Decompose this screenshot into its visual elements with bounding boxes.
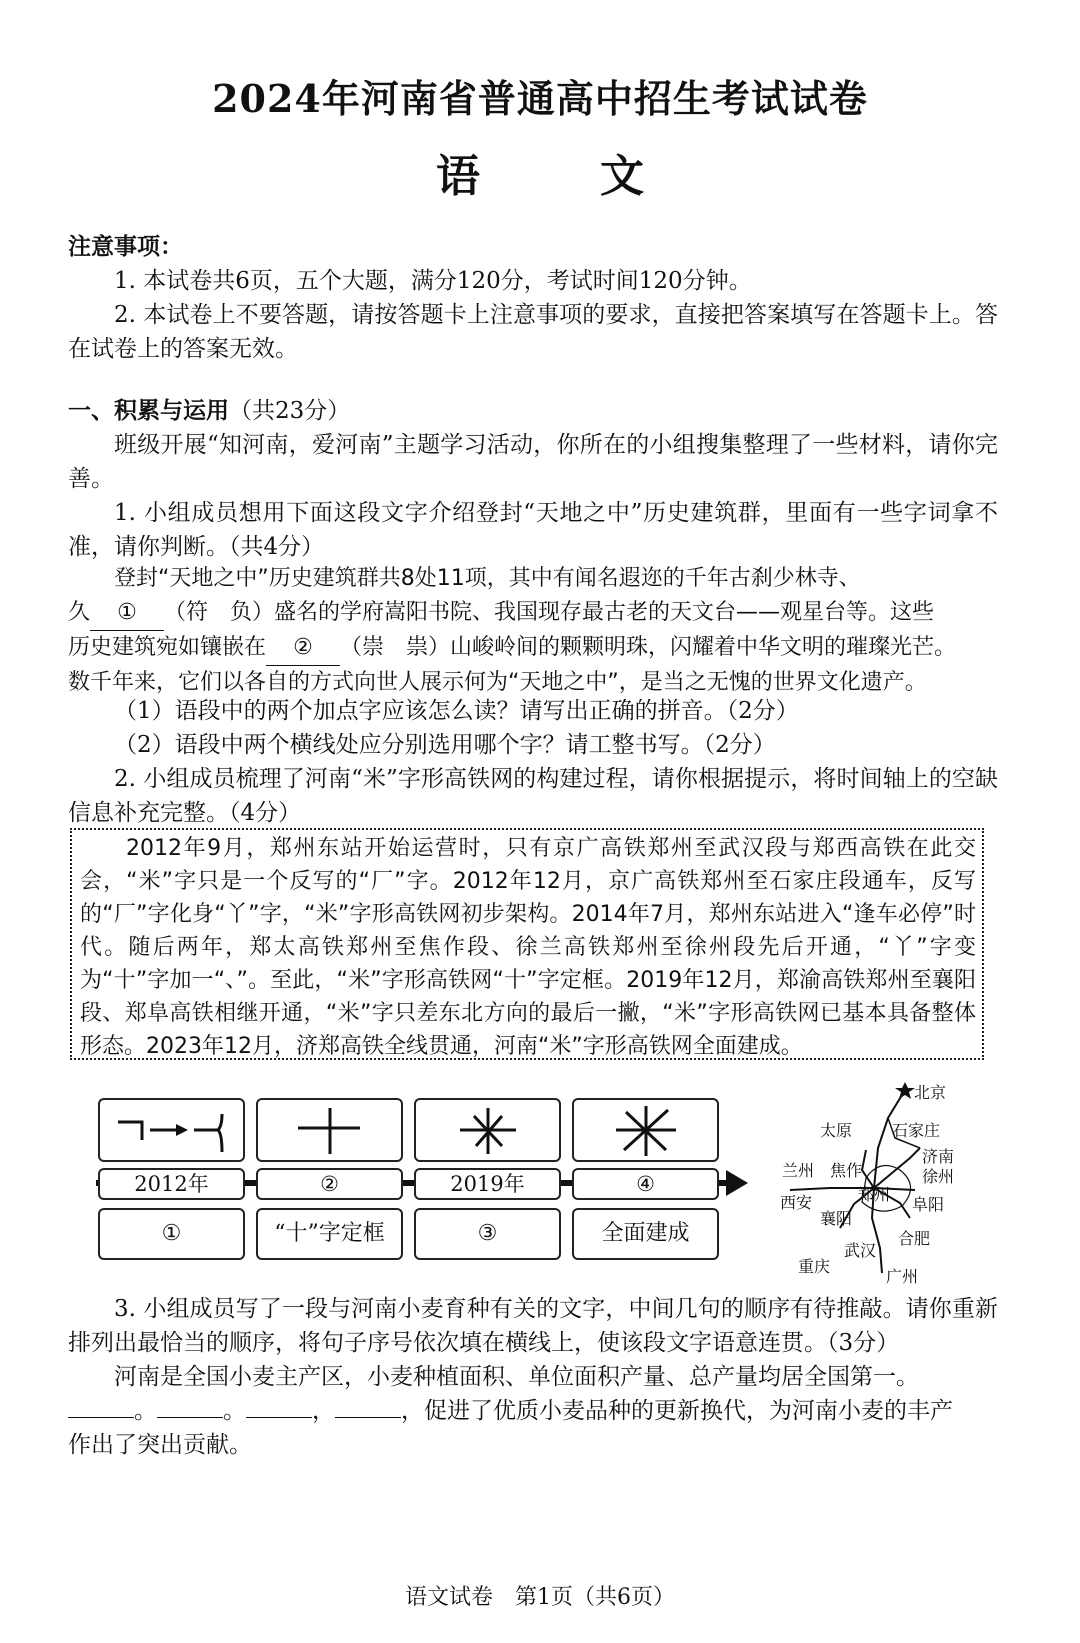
- timeline-icon-1: [98, 1098, 245, 1162]
- q3-line3: 作出了突出贡献。: [68, 1432, 252, 1458]
- timeline-date-2: ②: [256, 1168, 403, 1200]
- glyph-shi-dot-icon: [416, 1100, 559, 1160]
- q2-material-text: 2012年9月，郑州东站开始运营时，只有京广高铁郑州至武汉段与郑西高铁在此交会，“米”字只是一个反写的“厂”字。2012年12月，京广高铁郑州至石家庄段通车，反写的“厂”字化身“丫”字，“米”字形高铁网初步架构。2014年7月，郑州东站进入“逢车必停”时代。随后两年，郑太高铁郑州至焦作段、徐兰高铁郑州至徐州段先后开通，“丫”字变为“十”字加一“、”。至此，“米”字形高铁网“十”字定框。2019年12月，郑渝高铁郑州至襄阳段、郑阜高铁相继开通，“米”字只差东北方向的最后一撇，“米”字形高铁网已基本具备整体形态。2023年12月，济郑高铁全线贯通，河南“米”字形高铁网全面建成。: [80, 836, 976, 1059]
- blank-1: ①: [90, 596, 164, 631]
- note-item: 1. 本试卷共6页，五个大题，满分120分，考试时间120分钟。: [114, 268, 752, 294]
- q2-prompt: 2. 小组成员梳理了河南“米”字形高铁网的构建过程，请你根据提示，将时间轴上的空缺信息补充完整。（4分）: [68, 766, 998, 826]
- rail-map: [770, 1078, 970, 1288]
- passage-line: 登封“天地之中”历史建筑群共8处11项，其中有闻名遐迩的千年古刹少林寺、: [114, 566, 861, 591]
- map-label-shijiazhuang: 石家庄: [892, 1121, 941, 1140]
- q3-line1: 河南是全国小麦主产区，小麦种植面积、单位面积产量、总产量均居全国第一。: [114, 1364, 919, 1390]
- punct: 。: [223, 1398, 246, 1424]
- map-label-xiangyang: 襄阳: [820, 1209, 853, 1228]
- punct: ，: [312, 1398, 335, 1424]
- choice-1: （符 负）: [164, 600, 275, 625]
- passage-line: 数千年来，它们以各自的方式向世人展示何为“天地之中”，是当之无愧的世界文化遗产。: [68, 670, 927, 695]
- map-label-jinan: 济南: [922, 1147, 955, 1166]
- map-label-chongqing: 重庆: [798, 1257, 831, 1276]
- timeline-event-1: ①: [98, 1208, 245, 1260]
- map-label-zhengzhou: 郑州: [858, 1185, 891, 1204]
- map-label-fuyang: 阜阳: [912, 1195, 945, 1214]
- q1-passage: [68, 562, 998, 700]
- q1-sub1: （1）语段中的两个加点字应该怎么读？请写出正确的拼音。（2分）: [114, 698, 799, 724]
- glyph-mi-icon: [574, 1100, 717, 1160]
- section-intro: 班级开展“知河南，爱河南”主题学习活动，你所在的小组搜集整理了一些材料，请你完善。: [68, 432, 998, 492]
- map-label-guangzhou: 广州: [886, 1267, 919, 1286]
- map-label-wuhan: 武汉: [844, 1241, 877, 1260]
- note-item: 2. 本试卷上不要答题，请按答题卡上注意事项的要求，直接把答案填写在答题卡上。答在试卷上的答案无效。: [68, 302, 998, 362]
- q3-prompt: 3. 小组成员写了一段与河南小麦育种有关的文字，中间几句的顺序有待推敲。请你重新排列出最恰当的顺序，将句子序号依次填在横线上，使该段文字语意连贯。（3分）: [68, 1296, 998, 1356]
- timeline-arrow-icon: [726, 1170, 748, 1196]
- glyph-ya-icon: [258, 1100, 401, 1160]
- timeline-event-4: 全面建成: [572, 1208, 719, 1260]
- section-heading: [68, 394, 350, 428]
- q3-line2: [68, 1394, 998, 1428]
- notes-list: [68, 264, 998, 366]
- q3-tail: ，促进了优质小麦品种的更新换代，为河南小麦的丰产: [401, 1398, 953, 1424]
- answer-blank-4[interactable]: [335, 1417, 401, 1418]
- map-label-xian: 西安: [780, 1193, 813, 1212]
- passage-text: 盛名的学府嵩阳书院、我国现存最古老的天文台——观星台等。这些: [274, 600, 935, 625]
- blank-2: ②: [266, 631, 340, 666]
- map-label-xuzhou: 徐州: [922, 1167, 955, 1186]
- timeline-icon-2: [256, 1098, 403, 1162]
- passage-text: 山峻岭间的颗颗明珠，闪耀着中华文明的璀璨光芒。: [450, 635, 957, 660]
- passage-text: 历史建筑宛如镶嵌在: [68, 635, 267, 660]
- timeline-event-3: ③: [414, 1208, 561, 1260]
- glyph-reverse-chang-icon: [100, 1100, 243, 1160]
- q1-sub2: （2）语段中两个横线处应分别选用哪个字？请工整书写。（2分）: [114, 732, 776, 758]
- answer-blank-3[interactable]: [246, 1417, 312, 1418]
- exam-subject: 语文: [436, 151, 764, 202]
- q2-material-box: [70, 828, 984, 1060]
- map-label-jiaozuo: 焦作: [830, 1161, 863, 1180]
- answer-blank-1[interactable]: [68, 1417, 134, 1418]
- map-label-lanzhou: 兰州: [782, 1161, 815, 1180]
- timeline-event-2: “十”字定框: [256, 1208, 403, 1260]
- answer-blank-2[interactable]: [157, 1417, 223, 1418]
- notes-heading: 注意事项：: [68, 233, 183, 260]
- passage-line: [68, 596, 998, 631]
- choice-2: （崇 祟）: [340, 635, 451, 660]
- map-label-beijing: 北京: [914, 1083, 947, 1102]
- map-label-hefei: 合肥: [898, 1229, 931, 1248]
- section-score: （共23分）: [229, 398, 351, 424]
- passage-line: [68, 631, 998, 666]
- timeline-date-3: 2019年: [414, 1168, 561, 1200]
- timeline-date-4: ④: [572, 1168, 719, 1200]
- timeline-icon-4: [572, 1098, 719, 1162]
- section-title: 一、积累与运用: [68, 397, 229, 424]
- q1-prompt: 1. 小组成员想用下面这段文字介绍登封“天地之中”历史建筑群，里面有一些字词拿不准，请你判断。（共4分）: [68, 500, 998, 560]
- punct: 。: [134, 1398, 157, 1424]
- timeline-date-1: 2012年: [98, 1168, 245, 1200]
- map-label-taiyuan: 太原: [820, 1121, 853, 1140]
- page-footer: 语文试卷 第1页（共6页）: [405, 1585, 675, 1610]
- timeline-icon-3: [414, 1098, 561, 1162]
- exam-title: 2024年河南省普通高中招生考试试卷: [212, 76, 868, 121]
- passage-text: 久: [68, 600, 91, 625]
